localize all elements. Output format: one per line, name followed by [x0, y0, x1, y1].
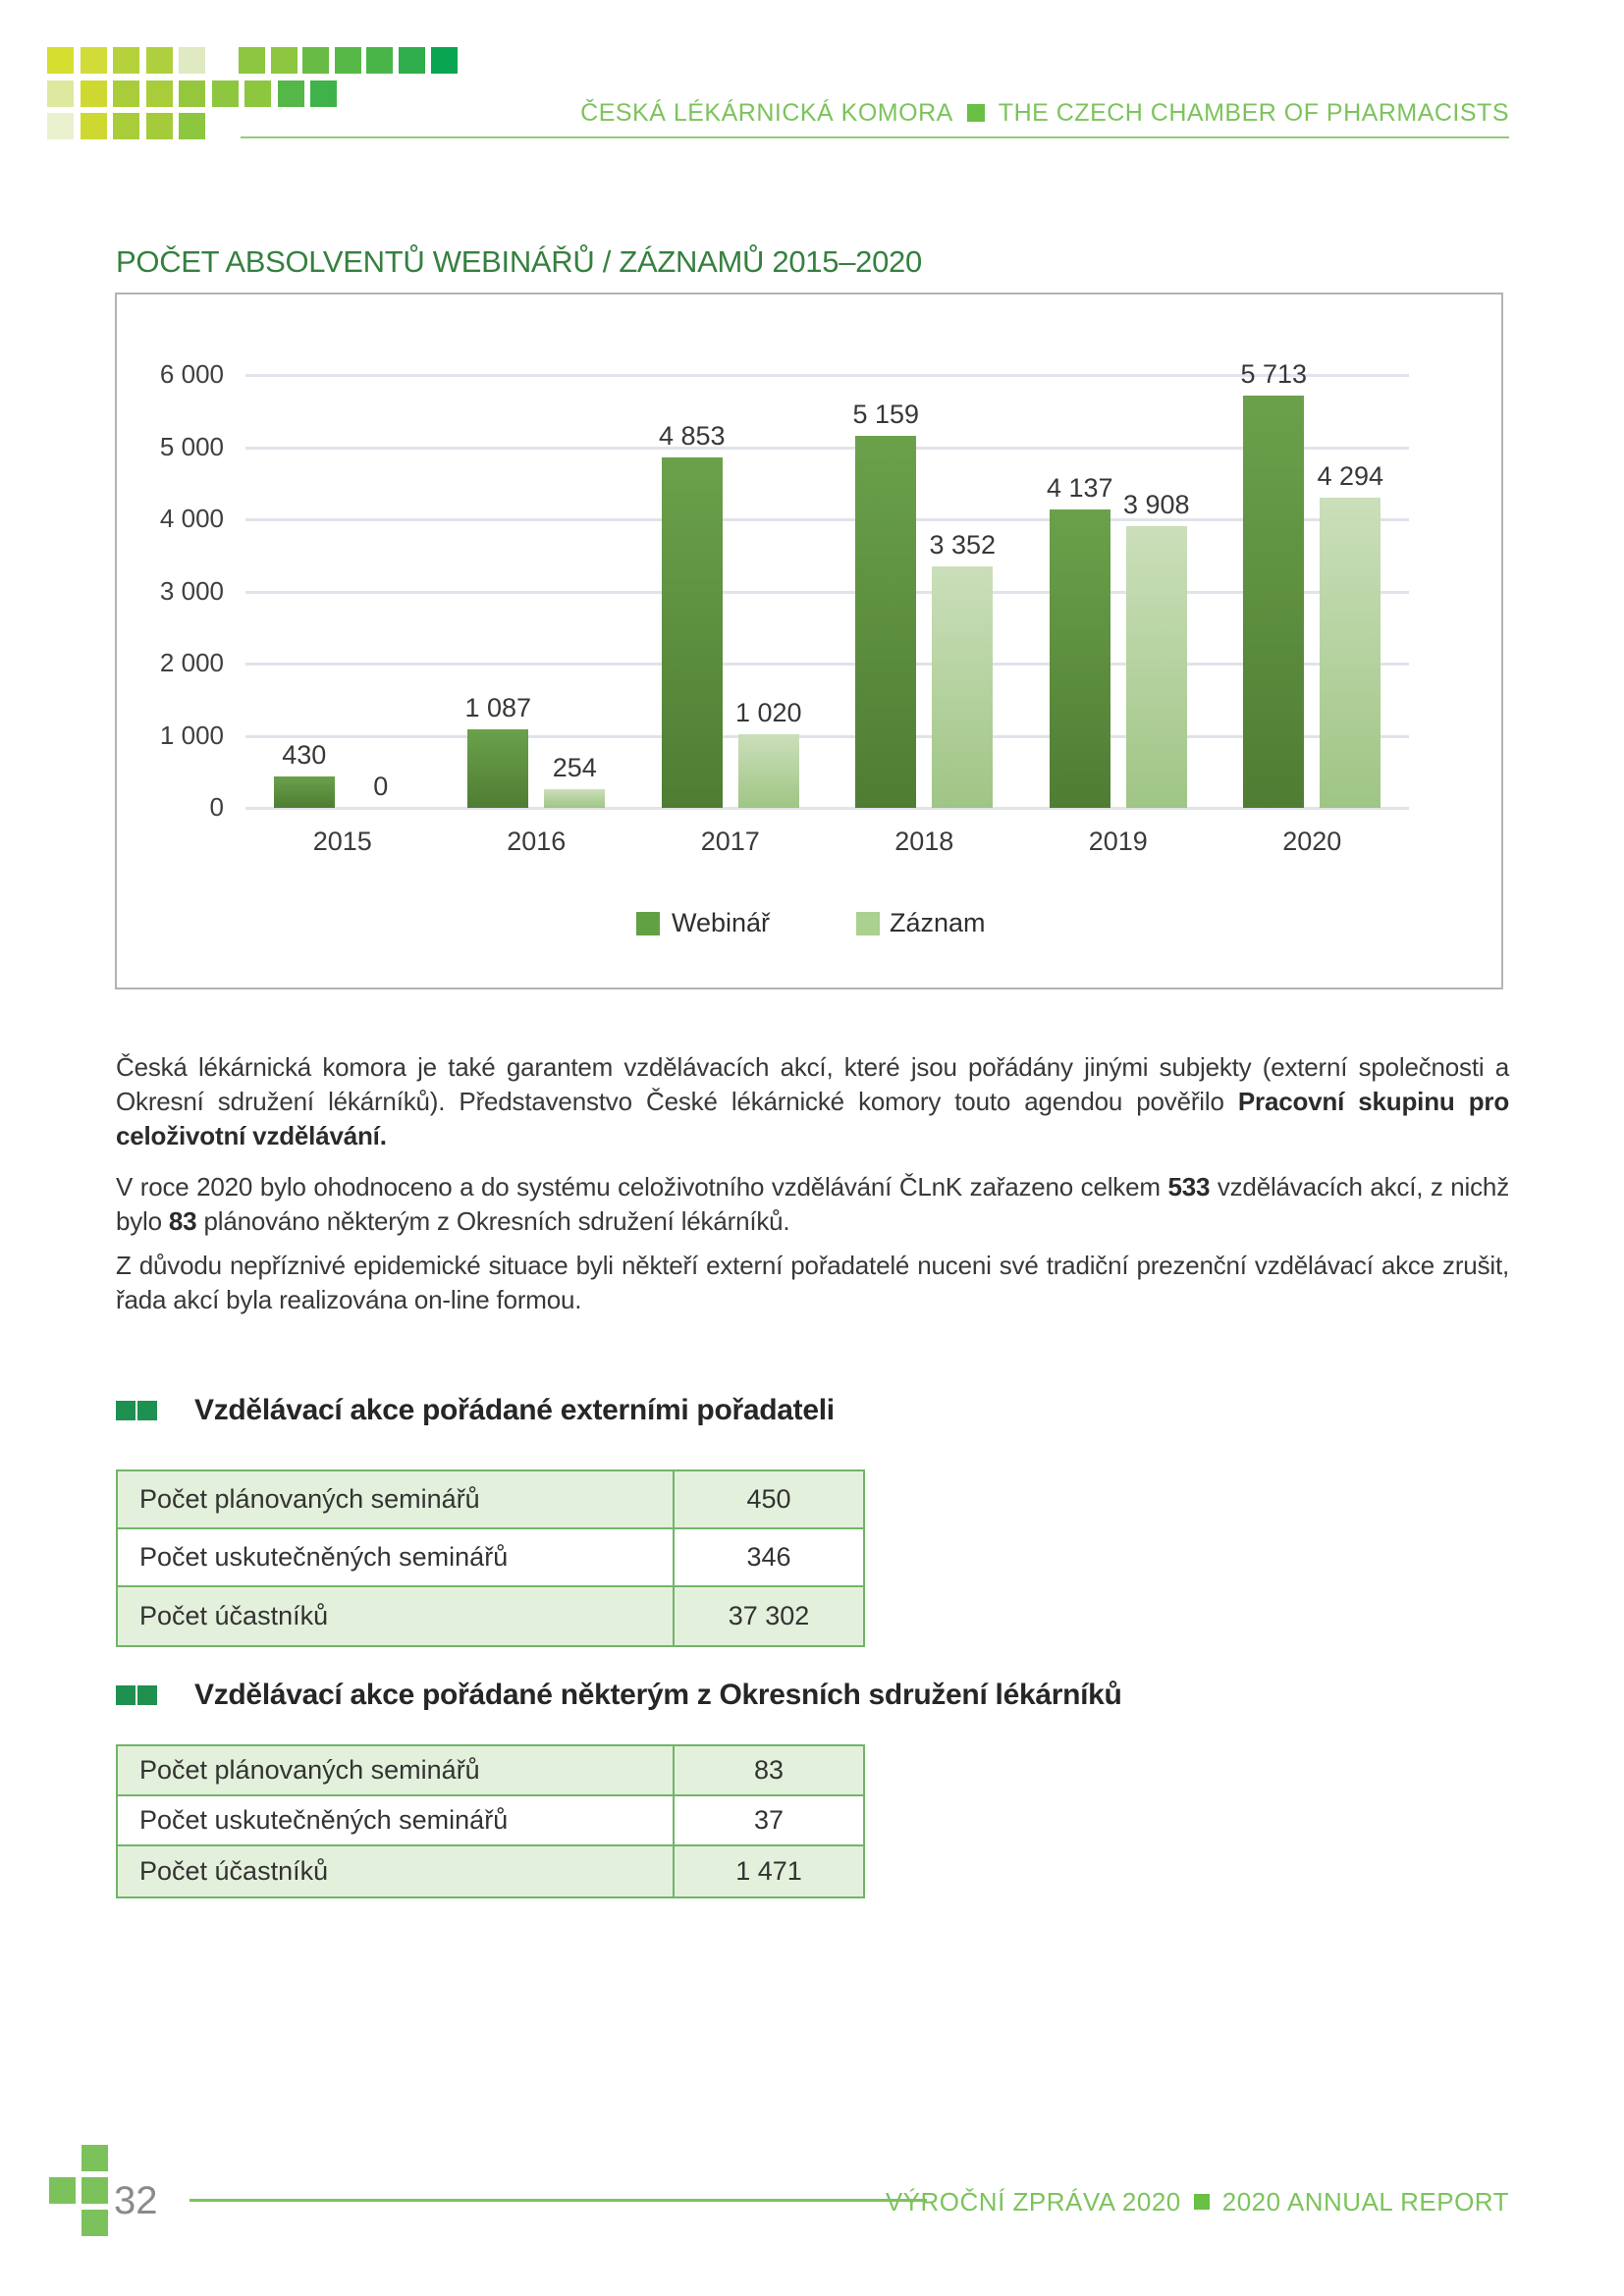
row-label: Počet plánovaných seminářů [118, 1471, 675, 1527]
row-label: Počet uskutečněných seminářů [118, 1796, 675, 1844]
paragraph-text: plánováno některým z Okresních sdružení lékárníků. [196, 1206, 790, 1236]
bar-chart [0, 0, 1624, 991]
bar-zaznam-2016 [544, 789, 605, 808]
x-axis-label: 2018 [894, 827, 954, 856]
bar-value-label: 5 713 [1240, 359, 1308, 390]
bar-zaznam-2020 [1320, 498, 1380, 808]
bar-webinar-2020 [1243, 396, 1304, 808]
gridline [245, 518, 1409, 521]
row-value: 37 [753, 1805, 785, 1835]
org-name-en: THE CZECH CHAMBER OF PHARMACISTS [998, 98, 1509, 127]
row-value: 346 [746, 1542, 791, 1572]
legend-swatch-zaznam [856, 912, 880, 935]
bar-webinar-2018 [855, 436, 916, 808]
x-axis-label: 2015 [312, 827, 372, 856]
table-row [118, 1587, 863, 1645]
y-axis-label: 3 000 [159, 575, 224, 606]
chart-title: POČET ABSOLVENTŮ WEBINÁŘŮ / ZÁZNAMŮ 2015–2020 [116, 244, 922, 279]
gridline [245, 735, 1409, 738]
x-axis-label: 2017 [700, 827, 760, 856]
bar-value-label: 3 352 [929, 529, 997, 560]
table-row [118, 1746, 863, 1796]
gridline [245, 447, 1409, 450]
bar-value-label: 3 908 [1122, 489, 1190, 519]
footer-mark-square [81, 2177, 108, 2204]
square-bullet-icon [1194, 2194, 1210, 2210]
table-row [118, 1471, 863, 1529]
y-axis-label: 0 [209, 792, 224, 822]
square-bullet-icon [116, 1685, 135, 1705]
row-label: Počet účastníků [118, 1846, 675, 1896]
row-label: Počet plánovaných seminářů [118, 1746, 675, 1794]
row-value: 37 302 [728, 1601, 810, 1630]
y-axis-label: 2 000 [159, 648, 224, 677]
paragraph-akce-2020 [116, 1170, 1509, 1239]
bar-value-label: 5 159 [852, 399, 920, 429]
bar-value-label: 0 [373, 772, 389, 801]
legend-label-webinar: Webinář [672, 908, 771, 937]
row-label: Počet účastníků [118, 1587, 675, 1645]
org-name-cz: ČESKÁ LÉKÁRNICKÁ KOMORA [580, 98, 953, 127]
bar-webinar-2019 [1050, 509, 1110, 808]
bar-zaznam-2019 [1126, 526, 1187, 808]
paragraph-text: vzdělávacích akcí, z nichž bylo [116, 1172, 1509, 1236]
bar-webinar-2017 [662, 457, 723, 808]
bar-value-label: 1 020 [734, 698, 802, 728]
bar-zaznam-2017 [738, 734, 799, 808]
table-district-events [116, 1744, 865, 1898]
bar-value-label: 4 853 [658, 421, 726, 452]
count-total-actions: 533 [1167, 1172, 1211, 1201]
footer-mark-square [81, 2145, 108, 2171]
footer-mark-square [81, 2210, 108, 2236]
paragraph-bold-text: Pracovní skupinu pro celoživotní vzdělávání. [116, 1087, 1510, 1150]
section-heading-text: Vzdělávací akce pořádané některým z Okresních sdružení lékárníků [194, 1679, 1122, 1711]
report-title-cz: VÝROČNÍ ZPRÁVA 2020 [885, 2186, 1181, 2216]
paragraph-text: Česká lékárnická komora je také garantem vzdělávacích akcí, které jsou pořádány jinými subjekty (externí společnosti a Okresní sdružení lékárníků). Představenstvo České lékárnické komory touto agendou pověřilo [116, 1052, 1509, 1116]
gridline [245, 663, 1409, 666]
table-external-events [116, 1469, 865, 1647]
row-value: 83 [753, 1755, 785, 1785]
paragraph-text: Z důvodu nepříznivé epidemické situace byli někteří externí pořadatelé nuceni své tradiční prezenční vzdělávací akce zrušit, řada akcí byla realizována on-line formou. [116, 1251, 1509, 1314]
y-axis-label: 6 000 [159, 359, 224, 389]
legend-swatch-webinar [636, 912, 660, 935]
footer-mark-square [49, 2177, 76, 2204]
count-district-actions: 83 [168, 1206, 197, 1236]
x-axis-label: 2020 [1282, 827, 1342, 856]
footer-report-line [886, 2187, 1509, 2216]
row-value: 450 [746, 1484, 791, 1514]
paragraph-epidemie [116, 1249, 1509, 1317]
section-heading-text: Vzdělávací akce pořádané externími pořadateli [194, 1394, 835, 1426]
footer-rule [189, 2199, 927, 2202]
bar-value-label: 4 294 [1317, 461, 1384, 492]
gridline [245, 807, 1409, 810]
bar-value-label: 254 [552, 753, 597, 783]
section-heading-district [116, 1679, 1122, 1712]
y-axis-label: 1 000 [159, 720, 224, 750]
paragraph-garant [116, 1050, 1509, 1153]
y-axis-label: 4 000 [159, 504, 224, 533]
page-number: 32 [114, 2179, 158, 2222]
table-row [118, 1846, 863, 1896]
y-axis-label: 5 000 [159, 431, 224, 461]
bar-value-label: 1 087 [464, 693, 532, 723]
bar-value-label: 430 [282, 740, 327, 771]
square-bullet-icon [116, 1401, 135, 1420]
report-title-en: 2020 ANNUAL REPORT [1221, 2186, 1509, 2216]
x-axis-label: 2016 [507, 827, 567, 856]
row-value: 1 471 [735, 1856, 802, 1886]
x-axis-label: 2019 [1088, 827, 1148, 856]
row-label: Počet uskutečněných seminářů [118, 1529, 675, 1585]
gridline [245, 591, 1409, 594]
table-row [118, 1796, 863, 1846]
bar-value-label: 4 137 [1046, 472, 1113, 503]
bar-zaznam-2018 [932, 566, 993, 808]
paragraph-text: V roce 2020 bylo ohodnoceno a do systému celoživotního vzdělávání ČLnK zařazeno celkem [116, 1172, 1168, 1201]
section-heading-external [116, 1394, 835, 1427]
square-bullet-icon [137, 1685, 157, 1705]
square-bullet-icon [137, 1401, 157, 1420]
table-row [118, 1529, 863, 1587]
legend-label-zaznam: Záznam [890, 908, 986, 937]
